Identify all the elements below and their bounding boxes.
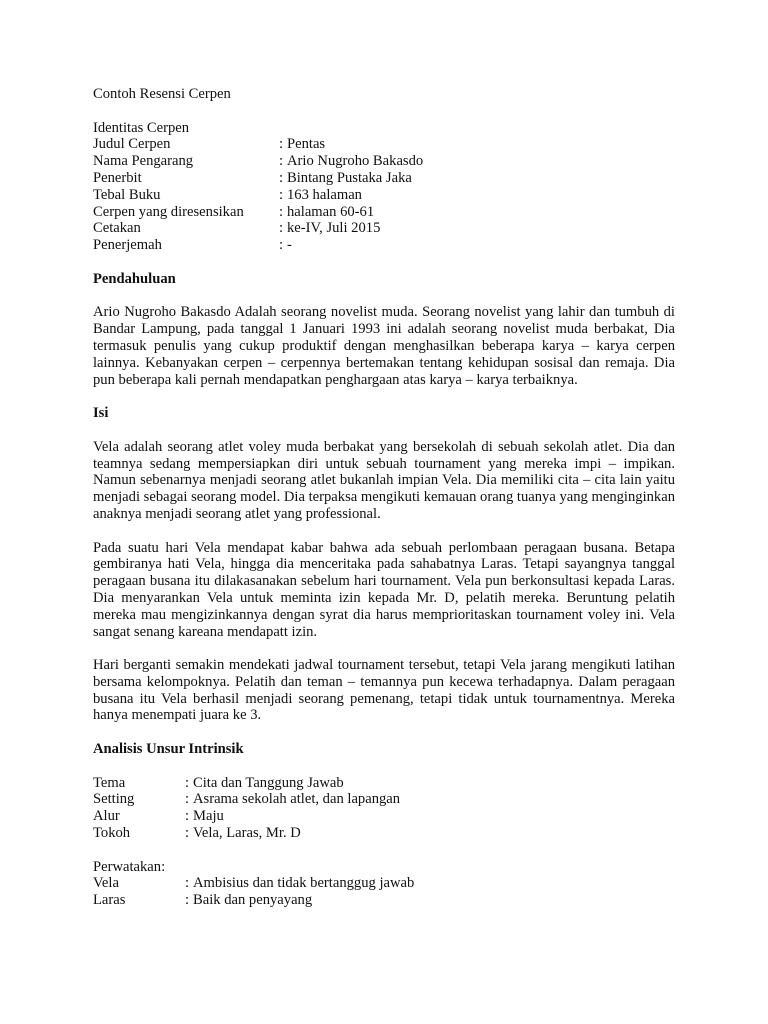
separator: :	[279, 203, 284, 220]
separator: :	[185, 892, 190, 909]
separator: :	[185, 808, 190, 825]
identitas-row	[93, 237, 675, 254]
identitas-row	[93, 136, 675, 153]
identitas-value: halaman 60-61	[287, 203, 375, 220]
pendahuluan-heading: Pendahuluan	[93, 270, 176, 287]
analisis-value: Asrama sekolah atlet, dan lapangan	[193, 791, 401, 808]
analisis-label: Alur	[93, 808, 120, 825]
perwatakan-row	[93, 875, 675, 892]
separator: :	[279, 169, 284, 186]
separator: :	[185, 791, 190, 808]
separator: :	[279, 136, 284, 153]
identitas-value: Bintang Pustaka Jaka	[287, 169, 412, 186]
analisis-label: Setting	[93, 791, 135, 808]
isi-paragraph-2: Pada suatu hari Vela mendapat kabar bahwa ada sebuah perlombaan peragaan busana. Betapa gembiranya hati Vela, hingga dia menceritaka pada sahabatnya Laras. Tetapi sayangnya tanggal peragaan busana itu dilakasanakan sebelum hari tournament. Vela pun berkonsultasi kepada Laras. Dia menyarankan Vela untuk meminta izin kepada Mr. D, pelatih mereka. Beruntung pelatih mereka mau mengizinkannya dengan syrat dia harus memprioritaskan tournament voley ini. Vela sangat senang kareana mendapatt izin.	[93, 539, 675, 640]
identitas-value: -	[287, 237, 292, 254]
identitas-label: Penerbit	[93, 169, 142, 186]
identitas-label: Penerjemah	[93, 237, 162, 254]
identitas-label: Judul Cerpen	[93, 136, 171, 153]
separator: :	[185, 774, 190, 791]
identitas-row	[93, 187, 675, 204]
analisis-value: Cita dan Tanggung Jawab	[193, 774, 344, 791]
separator: :	[279, 153, 284, 170]
identitas-value: ke-IV, Juli 2015	[287, 220, 381, 237]
isi-paragraph-1: Vela adalah seorang atlet voley muda berbakat yang bersekolah di sebuah sekolah atlet. Dia dan teamnya sedang mempersiapkan diri untuk sebuah tournament yang mereka impi – impikan. Namun sebenarnya menjadi seorang atlet bukanlah impian Vela. Dia memiliki cita – cita lain yaitu menjadi sebagai seorang model. Dia terpaksa mengikuti kemauan orang tuanya yang menginginkan anaknya menjadi seorang atlet yang professional.	[93, 438, 675, 522]
identitas-row	[93, 220, 675, 237]
identitas-heading: Identitas Cerpen	[93, 119, 190, 136]
identitas-value: Pentas	[287, 136, 326, 153]
perwatakan-value: Baik dan penyayang	[193, 892, 313, 909]
separator: :	[185, 825, 190, 842]
identitas-label: Nama Pengarang	[93, 153, 194, 170]
analisis-value: Vela, Laras, Mr. D	[193, 825, 301, 842]
pendahuluan-paragraph: Ario Nugroho Bakasdo Adalah seorang novelist muda. Seorang novelist yang lahir dan tumbuh di Bandar Lampung, pada tanggal 1 Januari 1993 ini adalah seorang novelist muda berbakat, Dia termasuk penulis yang cukup produktif dengan menghasilkan beberapa karya – karya cerpen lainnya. Kebanyakan cerpen – cerpennya bertemakan tentang kehidupan sosisal dan remaja. Dia pun beberapa kali pernah mendapatkan penghargaan atas karya – karya terbaiknya.	[93, 304, 675, 388]
separator: :	[279, 220, 284, 237]
perwatakan-name: Vela	[93, 875, 119, 892]
analisis-row	[93, 808, 675, 825]
analisis-label: Tema	[93, 774, 126, 791]
separator: :	[279, 237, 284, 254]
analisis-row	[93, 775, 675, 792]
isi-paragraph-3: Hari berganti semakin mendekati jadwal tournament tersebut, tetapi Vela jarang mengikuti latihan bersama kelompoknya. Pelatih dan teman – temannya pun kecewa terhadapnya. Dalam peragaan busana itu Vela berhasil menjadi seorang pemenang, tetapi tidak untuk tournamentnya. Mereka hanya menempati juara ke 3.	[93, 657, 675, 724]
identitas-label: Cerpen yang diresensikan	[93, 203, 244, 220]
analisis-row	[93, 791, 675, 808]
identitas-label: Tebal Buku	[93, 186, 161, 203]
identitas-row	[93, 204, 675, 221]
analisis-value: Maju	[193, 808, 224, 825]
identitas-row	[93, 170, 675, 187]
separator: :	[185, 875, 190, 892]
separator: :	[279, 186, 284, 203]
identitas-label: Cetakan	[93, 220, 141, 237]
isi-heading: Isi	[93, 405, 109, 422]
identitas-value: 163 halaman	[287, 186, 362, 203]
analisis-heading: Analisis Unsur Intrinsik	[93, 741, 244, 758]
perwatakan-label: Perwatakan:	[93, 858, 166, 875]
document-page	[93, 86, 675, 909]
identitas-row	[93, 153, 675, 170]
perwatakan-row	[93, 892, 675, 909]
analisis-label: Tokoh	[93, 825, 131, 842]
identitas-value: Ario Nugroho Bakasdo	[287, 153, 424, 170]
analisis-row	[93, 825, 675, 842]
perwatakan-name: Laras	[93, 892, 126, 909]
perwatakan-value: Ambisius dan tidak bertanggug jawab	[193, 875, 415, 892]
document-title: Contoh Resensi Cerpen	[93, 86, 231, 102]
